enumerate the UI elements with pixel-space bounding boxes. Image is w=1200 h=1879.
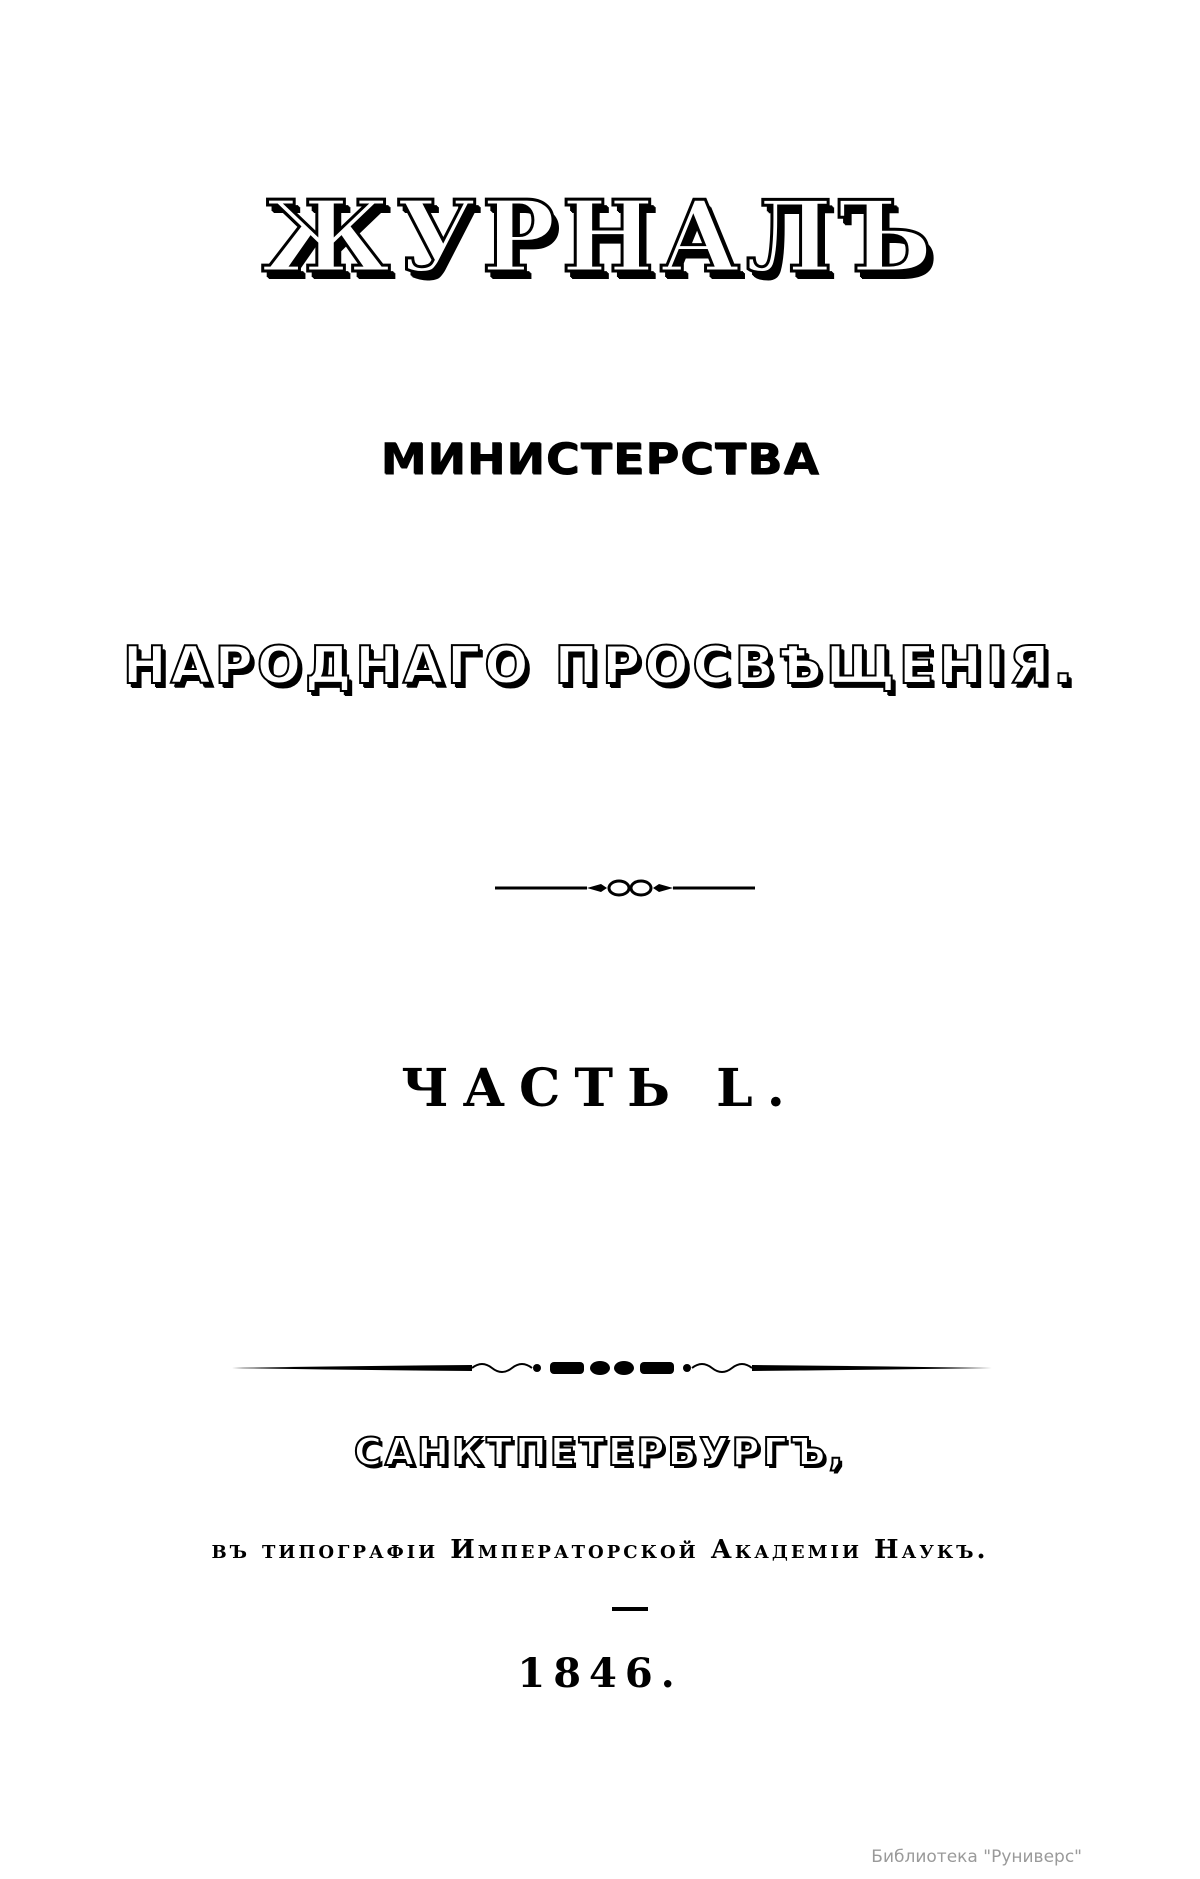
large-ornament-rule [232,1356,992,1380]
volume-number: ЧАСТЬ L. [401,1058,799,1119]
imprint-city: САНКТПЕТЕРБУРГЪ, [353,1430,847,1474]
enlightenment-line: НАРОДНАГО ПРОСВѢЩЕНІЯ. [122,636,1078,696]
imprint-printer: въ типографіи Императорской Академіи Наукъ. [211,1535,989,1565]
imprint-year: 1846. [517,1650,683,1697]
small-ornament-rule [495,878,765,898]
ministry-line: МИНИСТЕРСТВА [380,434,820,484]
journal-title: ЖУРНАЛЪ [261,180,939,295]
library-watermark: Библиотека "Руниверс" [871,1847,1082,1867]
short-dash-rule [612,1606,648,1612]
